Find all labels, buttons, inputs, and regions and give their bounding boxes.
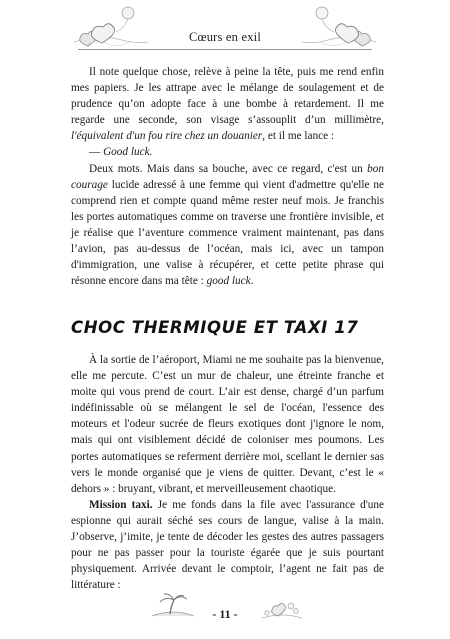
text-run: Il note quelque chose, relève à peine la tête, puis me rend enfin mes papiers. Je les attrape avec le mélange de soulagement et de prudence qu’on adopte face à une bombe à retardement. Il me regarde une seconde, son visage s’assouplit d’un millimètre, [71,66,384,127]
text-block-chapter [71,352,384,593]
text-block-before-chapter [71,64,384,289]
paragraph [71,144,384,160]
paragraph [71,64,384,144]
text-run: À la sortie de l’aéroport, Miami ne me souhaite pas la bienvenue, elle me percute. C’est un mur de chaleur, une étreinte franche et moite qui vous prend de court. L’air est dense, chargé d’un parfum indéfinissable où se mélangent le sel de l'océan, l'essence des moteurs et l'odeur sucrée de fleurs exotiques dont j'ignore le nom, mais qui ont visiblement décidé de coloniser mes poumons. Les portes automatiques se referment derrière moi, scellant le dernier sas vers le monde organisé que je viens de quitter. Devant, c’est le « dehors » : bruyant, vibrant, et merveilleusement chaotique. [71,354,384,495]
text-run: lucide adressé à une femme qui vient d'admettre qu'elle ne comprend rien et compte quand même rester neuf mois. Je franchis les portes automatiques comme on traverse une frontière invisible, et je réalise que l’aventure commence vraiment maintenant, pas dans l’avion, pas au-dessus de l’océan, mais ici, avec un tampon d'immigration, une valise à récupérer, et cette petite phrase qui résonne encore dans ma tête : [71,178,384,288]
page-footer [0,580,450,639]
chapter-title: CHOC THERMIQUE ET TAXI 17 [71,318,359,337]
heart-flowers-icon [258,592,306,622]
bold-text: Mission taxi. [89,498,153,511]
italic-text: Good luck. [103,146,153,159]
text-run: Deux mots. Mais dans sa bouche, avec ce regard, c'est un [89,162,368,175]
italic-text: bon courage [71,162,384,191]
book-title: Cœurs en exil [188,30,262,44]
paragraph [71,161,384,290]
italic-text: good luck [206,275,251,288]
header-divider [78,49,372,50]
text-run: Je me fonds dans la file avec l'assurance d'une espionne qui aurait séché ses cours de langue, valise à la main. J’observe, j’imite, je tente de décoder les gestes des autres passagers pour ne pas passer pour la touriste égarée que je suis pourtant physiquement. Arrivée devant le comptoir, l’agent ne fait pas de littérature : [71,498,384,592]
italic-text: l'équivalent d'un fou rire chez un douanier [71,130,263,143]
page-number: - 11 - [212,607,238,621]
text-run: , et il me lance : [262,130,335,143]
paragraph [71,352,384,497]
text-run: — [89,146,104,159]
text-run: . [250,275,254,288]
paragraph [71,497,384,594]
running-header [0,0,450,70]
